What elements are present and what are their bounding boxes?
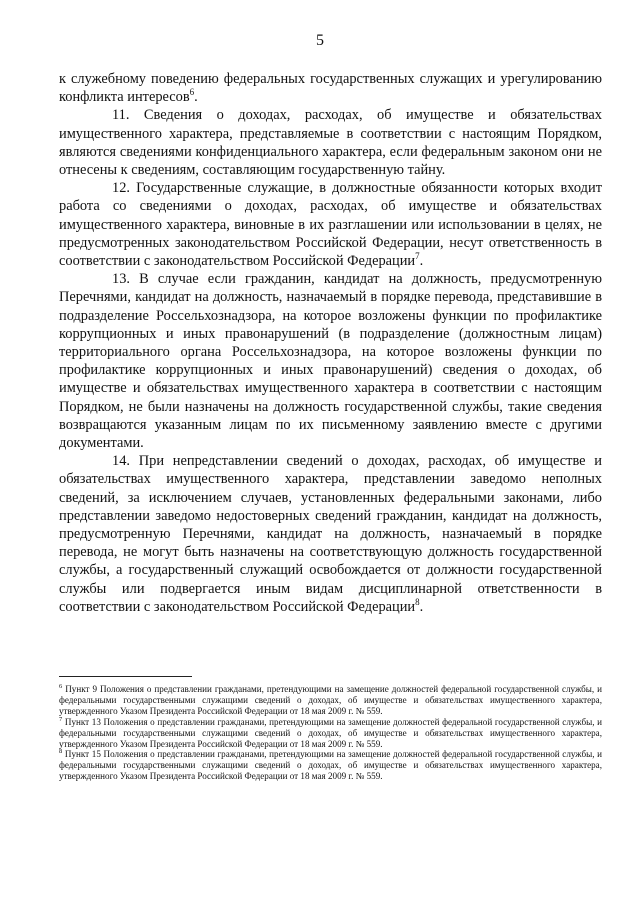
footnote-mark: 7 <box>59 715 63 723</box>
paragraph-tail: . <box>194 89 198 106</box>
paragraph-text: 11. Сведения о доходах, расходах, об имуществе и обязательствах имущественного характера, представляемые в соответствии с настоящим Порядком, являются сведениями конфиденциального характера, если федеральным законом они не отнесены к сведениям, составляющим государственную тайну. <box>59 107 602 179</box>
footnote-text: Пункт 15 Положения о представлении гражданами, претендующими на замещение должностей федеральной государственной службы, и федеральными государственными служащими сведений о доходах, об имуществе и обязательствах имущественного характера, утвержденного Указом Президента Российской Федерации от 18 мая 2009 г. № 559. <box>59 749 602 782</box>
footnote-mark: 8 <box>59 748 63 756</box>
paragraph-tail: . <box>419 598 424 615</box>
footnote-text: Пункт 9 Положения о представлении гражданами, претендующими на замещение должностей федеральной государственной службы, и федеральными государственными служащими сведений о доходах, об имуществе и обязательствах имущественного характера, утвержденного Указом Президента Российской Федерации от 18 мая 2009 г. № 559. <box>59 684 602 716</box>
paragraph-text: к служебному поведению федеральных государственных служащих и урегулированию конфликта интересов <box>59 71 602 106</box>
footnote-8 <box>59 749 602 782</box>
footnote-ref[interactable]: 7 <box>415 251 420 262</box>
footnote-text: Пункт 13 Положения о представлении гражданами, претендующими на замещение должностей федеральной государственной службы, и федеральными государственными служащими сведений о доходах, об имуществе и обязательствах имущественного характера, утвержденного Указом Президента Российской Федерации от 18 мая 2009 г. № 559. <box>59 716 602 749</box>
footnote-ref[interactable]: 8 <box>415 596 420 607</box>
paragraph-14 <box>59 452 602 616</box>
paragraph-13 <box>59 270 602 452</box>
paragraph-text: 14. При непредставлении сведений о доходах, расходах, об имуществе и обязательствах имущественного характера, представлении заведомо неполных сведений, за исключением случаев, установленных федеральными законами, либо представлении заведомо недостоверных сведений гражданин, кандидат на должность, предусмотренную Перечнями, кандидат на должность, назначаемый в порядке перевода, не могут быть назначены на соответствующую должность государственной службы, а государственный служащий освобождается от должности государственной службы или подвергается иным видам дисциплинарной ответственности в соответствии с законодательством Российской Федерации <box>59 453 602 615</box>
footnotes <box>59 684 602 782</box>
footnote-7 <box>59 717 602 750</box>
page-number: 5 <box>316 32 324 49</box>
footnote-6 <box>59 684 602 717</box>
paragraph-text: 13. В случае если гражданин, кандидат на должность, предусмотренную Перечнями, кандидат на должность, назначаемый в порядке перевода, представившие в подразделение Россельхознадзора, на которое возложены функции по профилактике коррупционных и иных правонарушений (в подразделение (должностным лицам) территориального органа Россельхознадзора, на которое возложены функции по профилактике коррупционных и иных правонарушений) сведения о доходах, об имуществе и обязательствах имущественного характера в соответствии с настоящим Порядком, не были назначены на должность государственной службы, такие сведения возвращаются указанным лицам по их письменному заявлению вместе с другими документами. <box>59 271 602 452</box>
footnote-ref[interactable]: 6 <box>189 87 195 98</box>
footnote-mark: 6 <box>59 683 63 690</box>
paragraph-12 <box>59 179 602 270</box>
paragraph-tail: . <box>419 253 424 270</box>
paragraph-continuation <box>59 70 602 106</box>
paragraph-text: 12. Государственные служащие, в должностные обязанности которых входит работа со сведениями о доходах, расходах, об имуществе и обязательствах имущественного характера, виновные в их разглашении или использовании в целях, не предусмотренных законодательством Российской Федерации, несут ответственность в соответствии с законодательством Российской Федерации <box>59 180 602 270</box>
footnote-separator <box>59 676 192 677</box>
document-body <box>59 70 602 616</box>
paragraph-11 <box>59 106 602 179</box>
